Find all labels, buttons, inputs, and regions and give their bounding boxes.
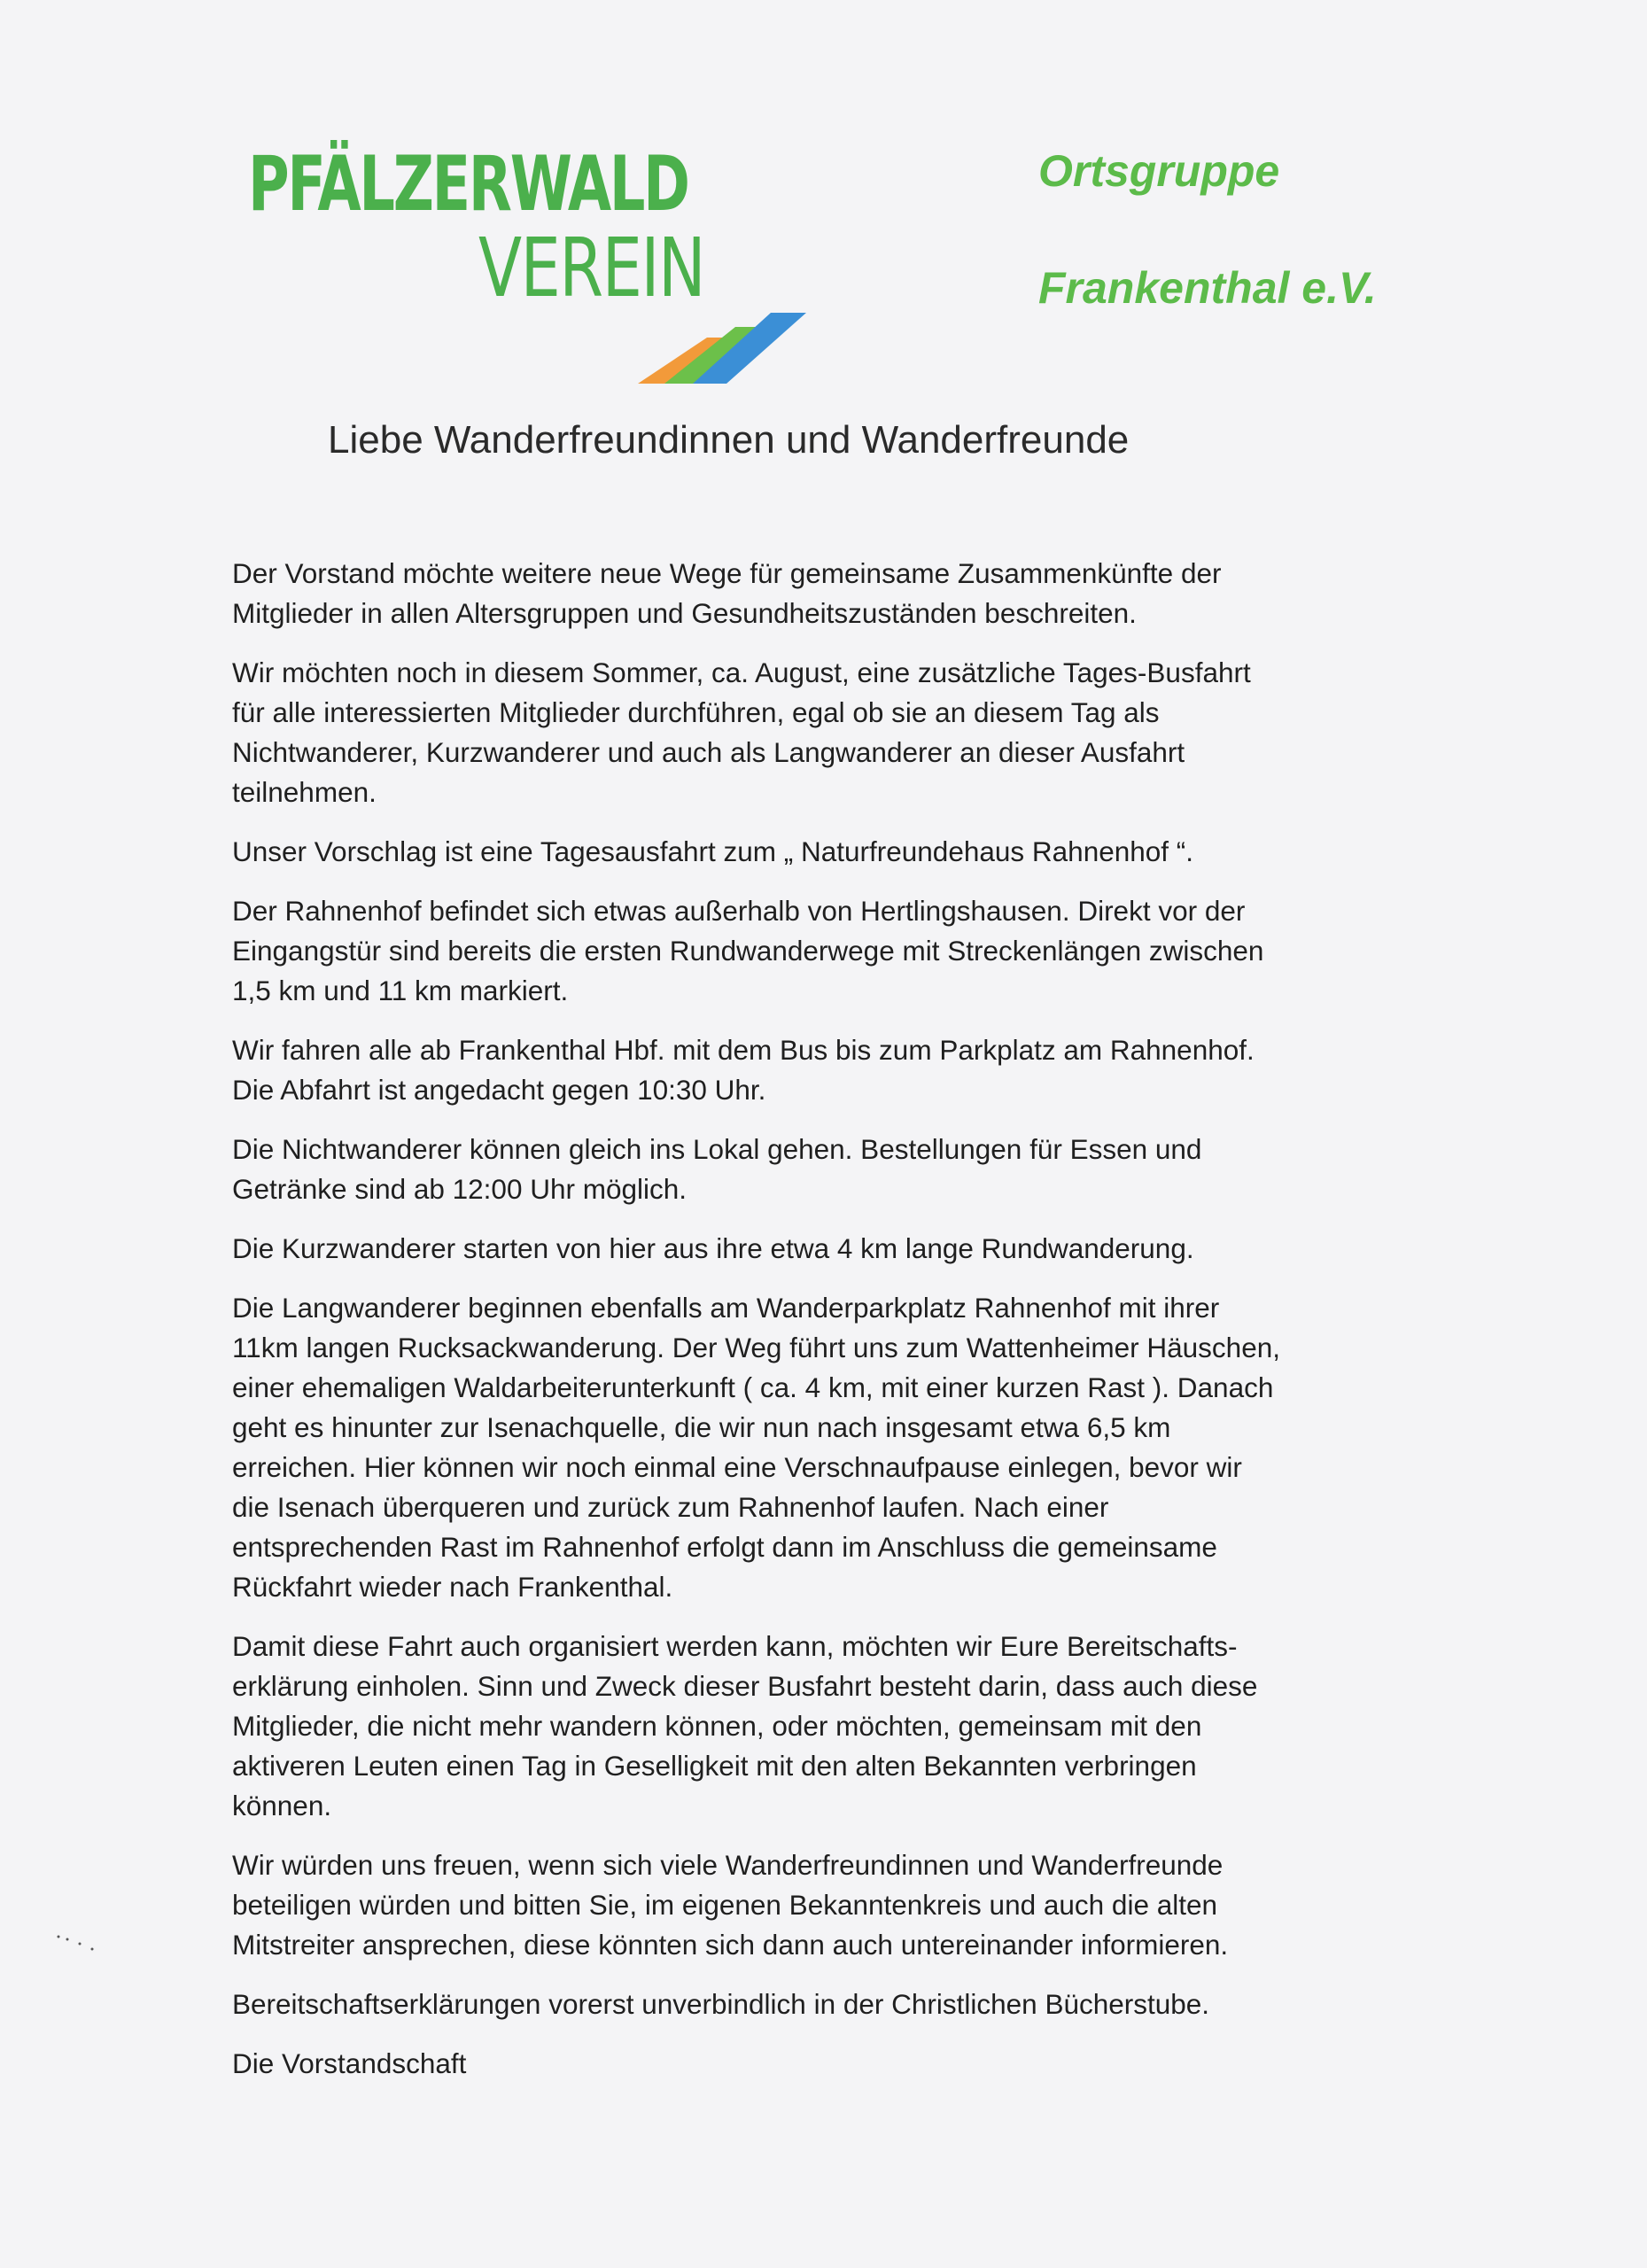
paragraph-kurzwanderer: Die Kurzwanderer starten von hier aus ihre etwa 4 km lange Rundwanderung. <box>232 1232 1194 1264</box>
paragraph-vorschlag: Unser Vorschlag ist eine Tagesausfahrt zum „ Naturfreundehaus Rahnenhof “. <box>232 835 1194 867</box>
signature-vorstandschaft: Die Vorstandschaft <box>232 2047 467 2079</box>
paragraph-intro: Der Vorstand möchte weitere neue Wege für gemeinsame Zusammenkünfte der Mitglieder in allen Altersgruppen und Gesundheitszuständen beschreiten. <box>232 557 1222 629</box>
logo-text-verein: VEREIN <box>478 221 705 315</box>
paragraph-langwanderer: Die Langwanderer beginnen ebenfalls am Wanderparkplatz Rahnenhof mit ihrer 11km langen Rucksackwanderung. Der Weg führt uns zum Wattenheimer Häuschen, einer ehemaligen Waldarbeiterunterkunft ( ca. 4 km, mit einer kurzen Rast ). Danach geht es hinunter zur Isenachquelle, die wir nun nach insgesamt etwa 6,5 km erreichen. Hier können wir noch einmal eine Verschnaufpause einlegen, bevor wir die Isenach überqueren und zurück zum Rahnenhof laufen. Nach einer entsprechenden Rast im Rahnenhof erfolgt dann im Anschluss die gemeinsame Rückfahrt wieder nach Frankenthal. <box>232 1292 1280 1603</box>
paragraph-freuen: Wir würden uns freuen, wenn sich viele Wanderfreundinnen und Wanderfreunde beteiligen würden und bitten Sie, im eigenen Bekanntenkreis und auch die alten Mitstreiter ansprechen, diese könnten sich dann auch untereinander informieren. <box>232 1849 1229 1961</box>
logo-text-pfaelzerwald: PFÄLZERWALD <box>248 140 688 229</box>
frankenthal-label: Frankenthal e.V. <box>1038 263 1377 313</box>
greeting-heading: Liebe Wanderfreundinnen und Wanderfreunde <box>328 418 1130 462</box>
paragraph-nichtwanderer: Die Nichtwanderer können gleich ins Lokal gehen. Bestellungen für Essen und Getränke sind ab 12:00 Uhr möglich. <box>232 1133 1202 1205</box>
scan-specks <box>55 1931 108 1958</box>
letter-body <box>232 554 1472 2103</box>
paragraph-busfahrt: Wir möchten noch in diesem Sommer, ca. August, eine zusätzliche Tages-Busfahrt für alle interessierten Mitglieder durchführen, egal ob sie an diesem Tag als Nichtwanderer, Kurzwanderer und auch als Langwanderer an dieser Ausfahrt teilnehmen. <box>232 656 1251 808</box>
paragraph-bereitschaft: Damit diese Fahrt auch organisiert werden kann, möchten wir Eure Bereitschafts- erklärung einholen. Sinn und Zweck dieser Busfahrt besteht darin, dass auch diese Mitglieder, die nicht mehr wandern können, oder möchten, gemeinsam mit den aktiveren Leuten einen Tag in Geselligkeit mit den alten Bekannten verbringen können. <box>232 1630 1258 1821</box>
paragraph-abfahrt: Wir fahren alle ab Frankenthal Hbf. mit dem Bus bis zum Parkplatz am Rahnenhof. Die Abfahrt ist angedacht gegen 10:30 Uhr. <box>232 1034 1255 1106</box>
paragraph-rahnenhof: Der Rahnenhof befindet sich etwas außerhalb von Hertlingshausen. Direkt vor der Eingangstür sind bereits die ersten Rundwanderwege mit Streckenlängen zwischen 1,5 km und 11 km markiert. <box>232 895 1264 1006</box>
pwv-logo <box>248 140 815 385</box>
paragraph-buecherstube: Bereitschaftserklärungen vorerst unverbindlich in der Christlichen Bücherstube. <box>232 1988 1210 2020</box>
ortsgruppe-label: Ortsgruppe <box>1038 146 1280 196</box>
logo-stripes-icon <box>638 313 806 384</box>
